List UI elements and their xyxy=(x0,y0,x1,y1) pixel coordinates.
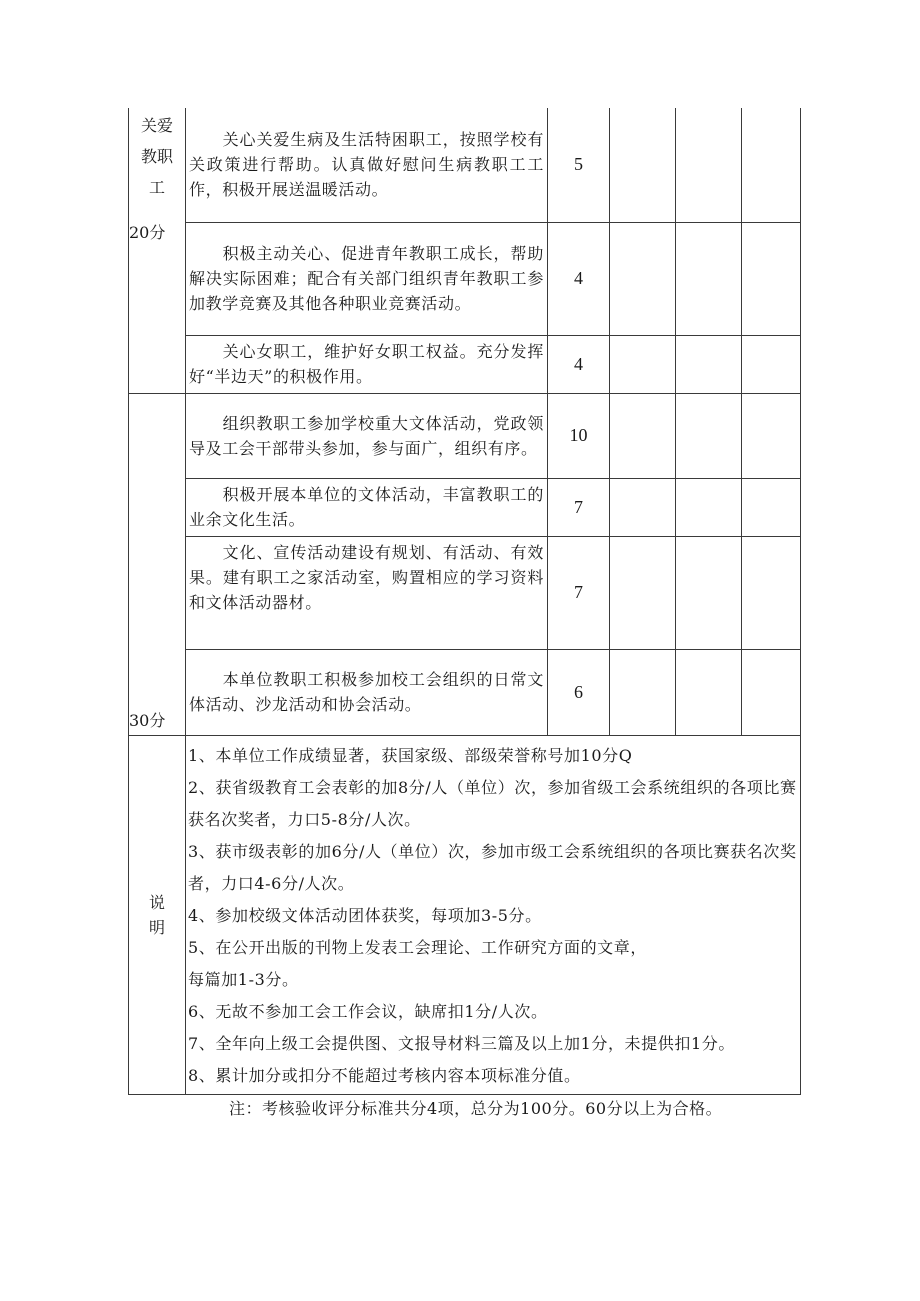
table-row xyxy=(129,536,801,649)
note-item: 5、在公开出版的刊物上发表工会理论、工作研究方面的文章， xyxy=(188,937,647,957)
blank-cell xyxy=(610,393,676,478)
criteria-score: 10 xyxy=(548,393,610,478)
footer-note: 注：考核验收评分标准共分4项，总分为100分。60分以上为合格。 xyxy=(229,1099,723,1118)
criteria-score: 6 xyxy=(548,649,610,735)
table-row xyxy=(129,335,801,393)
note-item: 2、获省级教育工会表彰的加8分/人（单位）次，参加省级工会系统组织的各项比赛获名次奖者，力口5-8分/人次。 xyxy=(188,777,797,829)
category-care-staff xyxy=(129,108,186,393)
blank-cell xyxy=(742,393,801,478)
criteria-content: 文化、宣传活动建设有规划、有活动、有效果。建有职工之家活动室，购置相应的学习资料和文体活动器材。 xyxy=(186,536,548,649)
blank-cell xyxy=(610,108,676,222)
category-name-line: 教职 xyxy=(140,147,173,166)
category-cultural-activities xyxy=(129,393,186,735)
blank-cell xyxy=(610,222,676,335)
criteria-content: 关心女职工，维护好女职工权益。充分发挥好“半边天”的积极作用。 xyxy=(186,335,548,393)
table-row xyxy=(129,393,801,478)
blank-cell xyxy=(742,222,801,335)
table-row xyxy=(129,222,801,335)
blank-cell xyxy=(610,335,676,393)
notes-label: 说 明 xyxy=(129,735,186,1094)
blank-cell xyxy=(610,478,676,536)
criteria-score: 7 xyxy=(548,536,610,649)
criteria-score: 4 xyxy=(548,222,610,335)
note-item: 4、参加校级文体活动团体获奖，每项加3-5分。 xyxy=(188,905,542,925)
table-row xyxy=(129,735,801,1094)
blank-cell xyxy=(676,108,742,222)
blank-cell xyxy=(742,335,801,393)
note-item: 1、本单位工作成绩显著，获国家级、部级荣誉称号加10分Q xyxy=(188,745,633,765)
criteria-content: 本单位教职工积极参加校工会组织的日常文体活动、沙龙活动和协会活动。 xyxy=(186,649,548,735)
criteria-score: 7 xyxy=(548,478,610,536)
note-item: 7、全年向上级工会提供图、文报导材料三篇及以上加1分，未提供扣1分。 xyxy=(188,1033,735,1053)
criteria-content: 组织教职工参加学校重大文体活动，党政领导及工会干部带头参加，参与面广，组织有序。 xyxy=(186,393,548,478)
blank-cell xyxy=(676,335,742,393)
blank-cell xyxy=(676,649,742,735)
category-score: 20分 xyxy=(129,223,166,242)
blank-cell xyxy=(742,536,801,649)
table-row xyxy=(129,649,801,735)
criteria-score: 4 xyxy=(548,335,610,393)
blank-cell xyxy=(742,478,801,536)
blank-cell xyxy=(610,536,676,649)
category-name-line: 关爱 xyxy=(140,116,173,135)
blank-cell xyxy=(610,649,676,735)
blank-cell xyxy=(676,222,742,335)
category-score: 30分 xyxy=(129,710,166,730)
note-item: 3、获市级表彰的加6分/人（单位）次，参加市级工会系统组织的各项比赛获名次奖者，力口4-6分/人次。 xyxy=(188,841,797,893)
note-item: 每篇加1-3分。 xyxy=(188,969,299,989)
blank-cell xyxy=(676,536,742,649)
criteria-content: 积极开展本单位的文体活动，丰富教职工的业余文化生活。 xyxy=(186,478,548,536)
criteria-content: 积极主动关心、促进青年教职工成长，帮助解决实际困难；配合有关部门组织青年教职工参加教学竞赛及其他各种职业竞赛活动。 xyxy=(186,222,548,335)
note-item: 8、累计加分或扣分不能超过考核内容本项标准分值。 xyxy=(188,1065,581,1085)
blank-cell xyxy=(742,649,801,735)
blank-cell xyxy=(676,393,742,478)
note-item: 6、无故不参加工会工作会议，缺席扣1分/人次。 xyxy=(188,1001,548,1021)
criteria-content: 关心关爱生病及生活特困职工，按照学校有关政策进行帮助。认真做好慰问生病教职工工作，积极开展送温暖活动。 xyxy=(186,108,548,222)
assessment-table xyxy=(128,108,801,1095)
blank-cell xyxy=(676,478,742,536)
criteria-score: 5 xyxy=(548,108,610,222)
category-name-line: 工 xyxy=(148,178,165,197)
table-row xyxy=(129,108,801,222)
notes-list xyxy=(186,735,801,1094)
blank-cell xyxy=(742,108,801,222)
table-row xyxy=(129,478,801,536)
